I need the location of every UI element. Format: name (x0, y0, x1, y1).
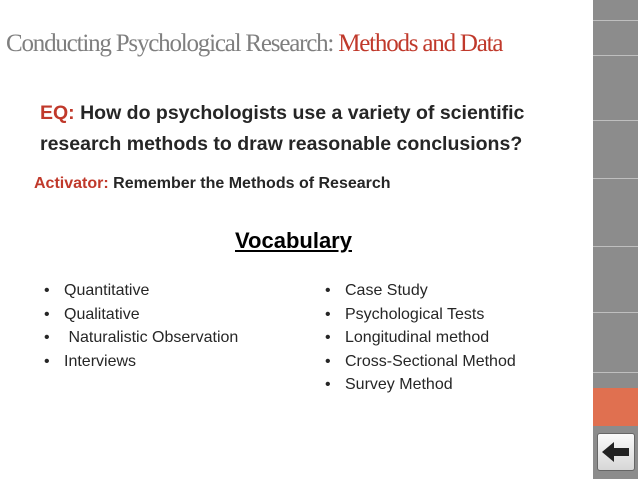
slide-title (6, 30, 502, 58)
eq-text: How do psychologists use a variety of scientific research methods to draw reasonable conclusions? (40, 102, 525, 155)
list-item: • Case Study (325, 279, 516, 303)
title-accent: Methods and Data (338, 30, 503, 57)
title-main: Conducting Psychological Research: (6, 30, 339, 57)
list-item: • Qualitative (44, 303, 238, 327)
sidebar-stripe (593, 372, 638, 373)
vocab-list-right (325, 279, 516, 397)
list-item: • Survey Method (325, 373, 516, 397)
vocab-list-left (44, 279, 238, 373)
sidebar-stripe (593, 178, 638, 179)
list-item: • Cross-Sectional Method (325, 350, 516, 374)
sidebar-stripe (593, 312, 638, 313)
list-item: • Quantitative (44, 279, 238, 303)
activator-label: Activator: (34, 175, 109, 192)
sidebar-stripe (593, 246, 638, 247)
eq-label: EQ: (40, 102, 75, 124)
sidebar-decoration (593, 0, 638, 479)
sidebar-accent-block (593, 388, 638, 426)
list-item: • Naturalistic Observation (44, 326, 238, 350)
list-item: • Interviews (44, 350, 238, 374)
essential-question (40, 98, 585, 160)
sidebar-stripe (593, 55, 638, 56)
activator-text: Remember the Methods of Research (108, 175, 391, 192)
activator (34, 175, 391, 193)
vocabulary-heading: Vocabulary (235, 228, 352, 253)
back-arrow-icon (601, 440, 631, 464)
back-button[interactable] (597, 433, 635, 471)
sidebar-stripe (593, 20, 638, 21)
list-item: • Psychological Tests (325, 303, 516, 327)
list-item: • Longitudinal method (325, 326, 516, 350)
sidebar-stripe (593, 120, 638, 121)
